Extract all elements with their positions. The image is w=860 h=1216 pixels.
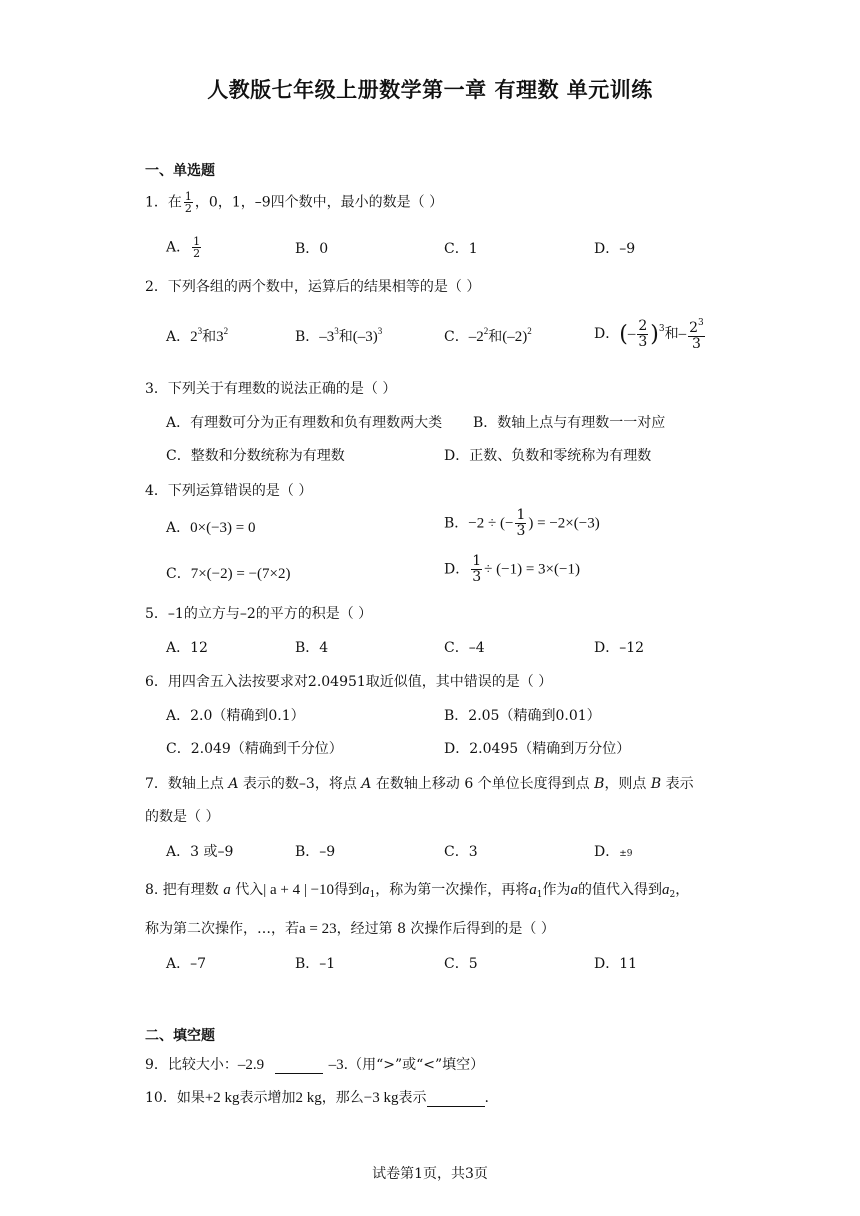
question-3: 3．下列关于有理数的说法正确的是（ ） — [145, 381, 397, 397]
q7-option-d[interactable]: D．±9 — [594, 844, 633, 860]
q8-option-d[interactable]: D．11 — [594, 956, 638, 972]
q5-option-d[interactable]: D．–12 — [594, 640, 645, 656]
q4-option-c[interactable]: C．7×(−2) = −(7×2) — [166, 566, 291, 582]
q8-option-b[interactable]: B．–1 — [295, 956, 336, 972]
q8-option-a[interactable]: A．–7 — [166, 956, 207, 972]
q3-option-c[interactable]: C．整数和分数统称为有理数 — [166, 448, 345, 464]
q6-option-a[interactable]: A．2.0（精确到0.1） — [166, 708, 305, 724]
q3-option-a[interactable]: A．有理数可分为正有理数和负有理数两大类 — [166, 415, 443, 431]
question-10: 10．如果+2 kg表示增加2 kg，那么−3 kg表示 . — [145, 1090, 489, 1106]
q6-option-b[interactable]: B．2.05（精确到0.01） — [444, 708, 601, 724]
q1-option-c[interactable]: C．1 — [444, 241, 478, 257]
q6-option-d[interactable]: D．2.0495（精确到万分位） — [444, 741, 631, 757]
q7-option-a[interactable]: A．3 或–9 — [166, 844, 234, 860]
page-footer: 试卷第1页，共3页 — [372, 1166, 488, 1182]
question-9: 9．比较大小：–2.9 –3.（用“>”或“<”填空） — [145, 1057, 485, 1073]
section-heading-single-choice: 一、单选题 — [145, 163, 215, 179]
question-7-line-2: 的数是（ ） — [145, 809, 220, 825]
q6-option-c[interactable]: C．2.049（精确到千分位） — [166, 741, 343, 757]
q2-option-a[interactable]: A．$2^3$和$3^2$ — [166, 326, 229, 345]
q4-option-d[interactable]: D． $\frac{1}{3}$ ÷ (−1) = 3×(−1) — [444, 553, 580, 585]
q8-option-c[interactable]: C．5 — [444, 956, 478, 972]
question-8-line-1: 8. 把有理数 a 代入| a + 4 | −10得到$a_1$，称为第一次操作，再将$a_1$作为a的值代入得到$a_2$， — [145, 882, 690, 900]
question-5: 5．–1的立方与–2的平方的积是（ ） — [145, 606, 373, 622]
q1-option-d[interactable]: D．–9 — [594, 241, 636, 257]
q3-option-b[interactable]: B．数轴上点与有理数一一对应 — [473, 415, 666, 431]
q2-option-b[interactable]: B．$-3^3$和$(-3)^3$ — [295, 326, 383, 345]
section-heading-fill-in: 二、填空题 — [145, 1028, 215, 1044]
q7-option-b[interactable]: B．–9 — [295, 844, 336, 860]
q5-option-c[interactable]: C．–4 — [444, 640, 485, 656]
question-8-line-2: 称为第二次操作，…，若a = 23，经过第 8 次操作后得到的是（ ） — [145, 921, 555, 937]
question-4: 4．下列运算错误的是（ ） — [145, 483, 313, 499]
document-title: 人教版七年级上册数学第一章 有理数 单元训练 — [207, 77, 653, 102]
q2-option-d[interactable]: D．(– $\frac{2}{3}$ )$^3$和– $\frac{2^3}{3}$ — [594, 317, 704, 352]
q4-option-b[interactable]: B．−2 ÷ (− $\frac{1}{3}$ ) = −2×(−3) — [444, 507, 600, 539]
q9-answer-blank[interactable] — [275, 1057, 323, 1074]
question-7-line-1: 7．数轴上点 A 表示的数–3，将点 A 在数轴上移动 6 个单位长度得到点 B，则点 B 表示 — [145, 776, 694, 792]
q5-option-a[interactable]: A．12 — [166, 640, 208, 656]
question-6: 6．用四舍五入法按要求对2.04951取近似值，其中错误的是（ ） — [145, 674, 553, 690]
q5-option-b[interactable]: B．4 — [295, 640, 329, 656]
q10-answer-blank[interactable] — [427, 1090, 485, 1107]
question-2: 2．下列各组的两个数中，运算后的结果相等的是（ ） — [145, 279, 481, 295]
q1-option-a[interactable]: A． $\frac{1}{2}$ — [166, 235, 201, 260]
q7-option-c[interactable]: C．3 — [444, 844, 478, 860]
question-1: 1．在 $\frac{1}{2}$ ，0，1，–9四个数中，最小的数是（ ） — [145, 190, 444, 215]
q1-option-b[interactable]: B．0 — [295, 241, 329, 257]
q2-option-c[interactable]: C．$-2^2$和$(-2)^2$ — [444, 326, 532, 345]
q4-option-a[interactable]: A．0×(−3) = 0 — [166, 520, 256, 536]
q3-option-d[interactable]: D．正数、负数和零统称为有理数 — [444, 448, 652, 464]
